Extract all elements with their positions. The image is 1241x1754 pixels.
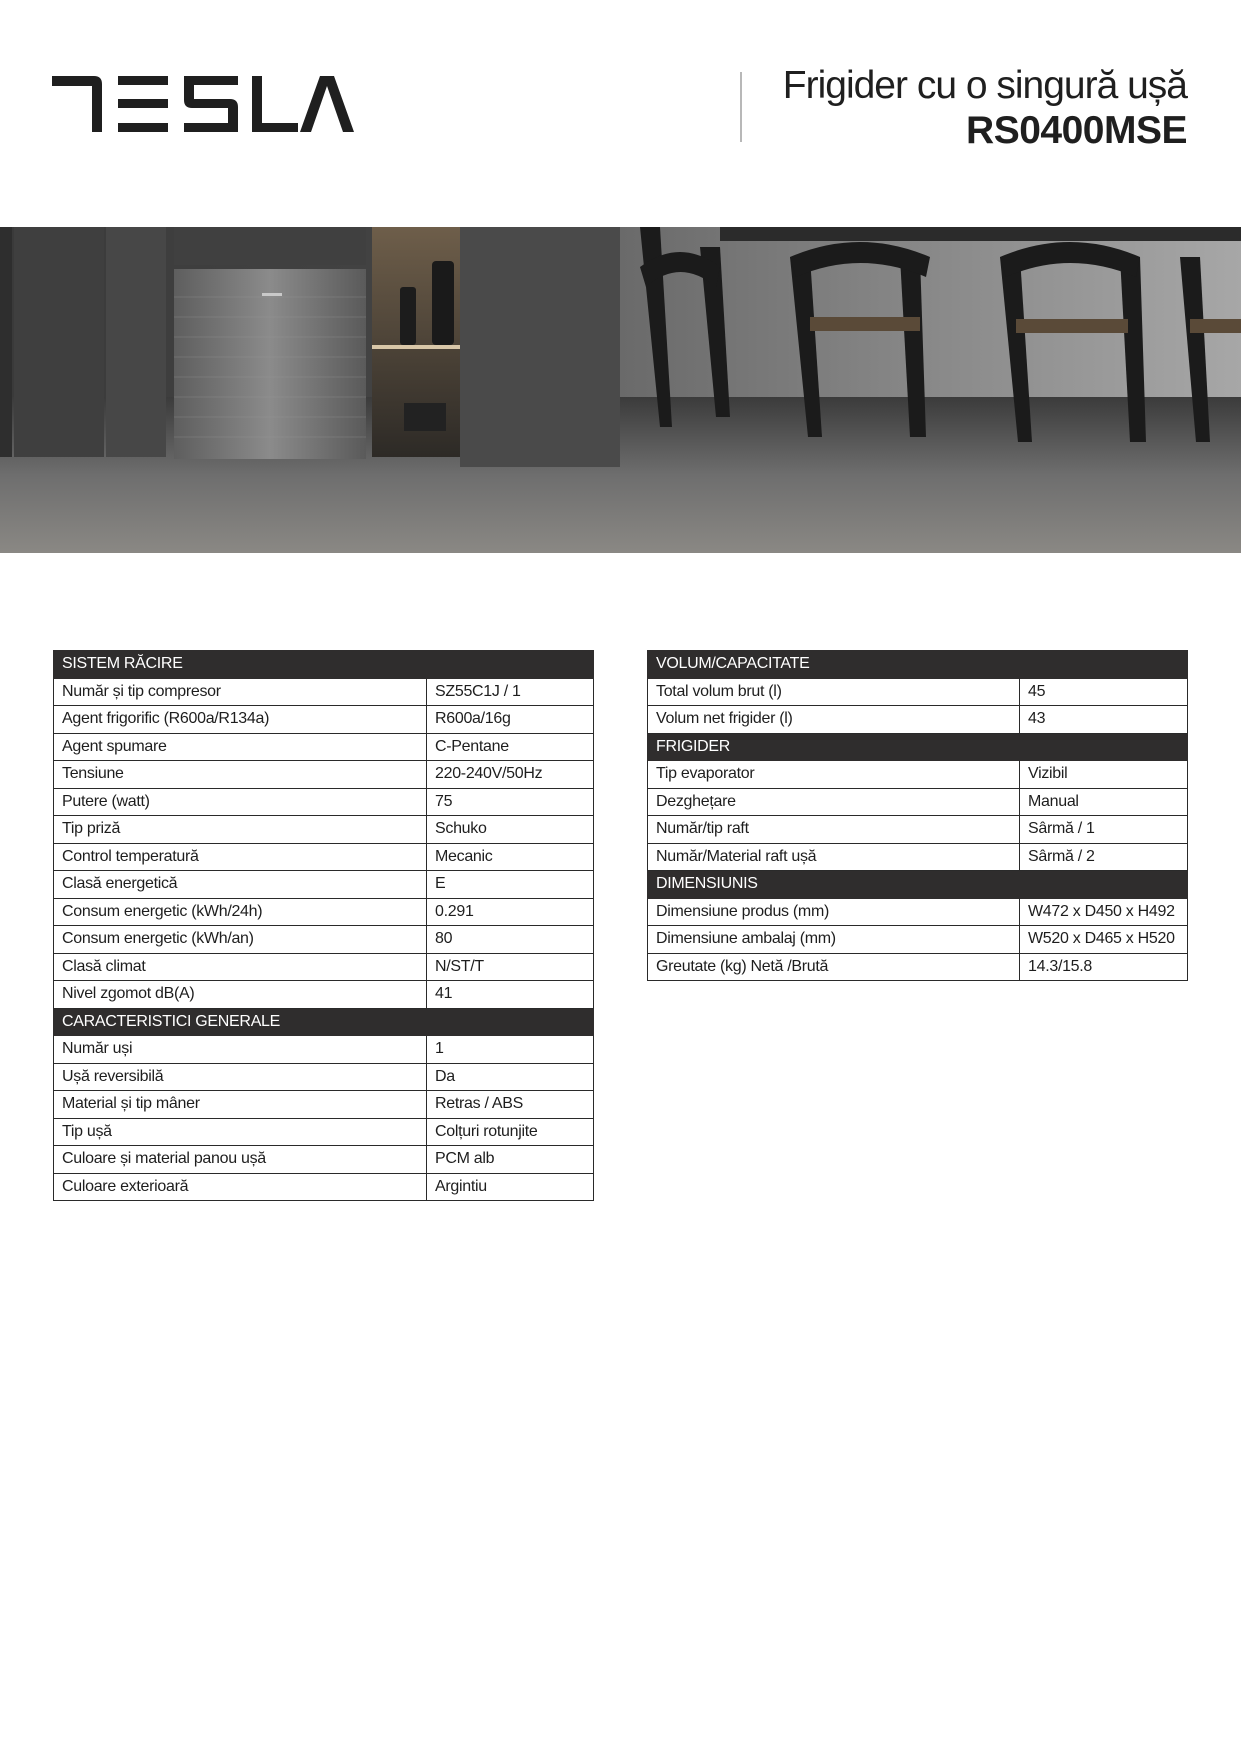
tesla-logo [52, 76, 354, 132]
spec-label: Dezghețare [648, 788, 1020, 816]
spec-row [54, 898, 594, 926]
spec-value: Schuko [427, 816, 594, 844]
spec-row [648, 843, 1188, 871]
spec-value: 75 [427, 788, 594, 816]
spec-label: Tip evaporator [648, 761, 1020, 789]
spec-label: Tensiune [54, 761, 427, 789]
right-spec-table [647, 650, 1188, 981]
spec-label: Număr și tip compresor [54, 678, 427, 706]
spec-label: Număr/tip raft [648, 816, 1020, 844]
product-model: RS0400MSE [966, 109, 1187, 152]
spec-label: Material și tip mâner [54, 1091, 427, 1119]
spec-label: Număr/Material raft ușă [648, 843, 1020, 871]
spec-row [54, 843, 594, 871]
spec-value: E [427, 871, 594, 899]
section-header-row [54, 1008, 594, 1036]
section-title: VOLUM/CAPACITATE [648, 651, 1188, 679]
spec-label: Consum energetic (kWh/24h) [54, 898, 427, 926]
spec-label: Total volum brut (l) [648, 678, 1020, 706]
left-spec-table [53, 650, 594, 1201]
spec-row [648, 816, 1188, 844]
spec-value: Argintiu [427, 1173, 594, 1201]
spec-row [54, 1091, 594, 1119]
spec-label: Dimensiune produs (mm) [648, 898, 1020, 926]
spec-value: 14.3/15.8 [1020, 953, 1188, 981]
spec-row [54, 871, 594, 899]
spec-value: 1 [427, 1036, 594, 1064]
spec-row [54, 981, 594, 1009]
section-title: FRIGIDER [648, 733, 1188, 761]
spec-row [54, 678, 594, 706]
spec-row [648, 788, 1188, 816]
spec-row [54, 788, 594, 816]
spec-row [54, 706, 594, 734]
spec-label: Culoare exterioară [54, 1173, 427, 1201]
spec-row [648, 761, 1188, 789]
spec-row [648, 678, 1188, 706]
spec-label: Clasă climat [54, 953, 427, 981]
header-divider [740, 72, 742, 142]
spec-label: Tip ușă [54, 1118, 427, 1146]
spec-label: Consum energetic (kWh/an) [54, 926, 427, 954]
spec-value: Sârmă / 1 [1020, 816, 1188, 844]
spec-value: 220-240V/50Hz [427, 761, 594, 789]
spec-value: 45 [1020, 678, 1188, 706]
spec-row [54, 1173, 594, 1201]
spec-row [648, 953, 1188, 981]
spec-row [54, 953, 594, 981]
spec-value: 41 [427, 981, 594, 1009]
spec-value: Retras / ABS [427, 1091, 594, 1119]
spec-row [54, 1146, 594, 1174]
spec-value: 43 [1020, 706, 1188, 734]
spec-value: Sârmă / 2 [1020, 843, 1188, 871]
spec-label: Agent frigorific (R600a/R134a) [54, 706, 427, 734]
spec-row [54, 1063, 594, 1091]
product-title-block [783, 62, 1187, 152]
spec-row [54, 1118, 594, 1146]
product-title: Frigider cu o singură ușă [782, 64, 1187, 107]
spec-value: Mecanic [427, 843, 594, 871]
spec-label: Dimensiune ambalaj (mm) [648, 926, 1020, 954]
spec-label: Nivel zgomot dB(A) [54, 981, 427, 1009]
spec-label: Culoare și material panou ușă [54, 1146, 427, 1174]
spec-value: C-Pentane [427, 733, 594, 761]
spec-value: Manual [1020, 788, 1188, 816]
spec-label: Control temperatură [54, 843, 427, 871]
spec-label: Tip priză [54, 816, 427, 844]
section-header-row [648, 871, 1188, 899]
spec-label: Număr uși [54, 1036, 427, 1064]
spec-value: N/ST/T [427, 953, 594, 981]
section-title: SISTEM RĂCIRE [54, 651, 594, 679]
spec-value: 80 [427, 926, 594, 954]
spec-row [54, 816, 594, 844]
spec-row [648, 926, 1188, 954]
spec-row [54, 733, 594, 761]
spec-value: Colțuri rotunjite [427, 1118, 594, 1146]
spec-value: SZ55C1J / 1 [427, 678, 594, 706]
spec-label: Volum net frigider (l) [648, 706, 1020, 734]
spec-label: Putere (watt) [54, 788, 427, 816]
spec-value: R600a/16g [427, 706, 594, 734]
spec-row [54, 761, 594, 789]
section-header-row [54, 651, 594, 679]
section-title: DIMENSIUNIS [648, 871, 1188, 899]
spec-row [648, 898, 1188, 926]
hero-image [0, 227, 1241, 553]
spec-value: 0.291 [427, 898, 594, 926]
spec-value: Vizibil [1020, 761, 1188, 789]
spec-row [648, 706, 1188, 734]
spec-row [54, 926, 594, 954]
spec-value: W472 x D450 x H492 [1020, 898, 1188, 926]
section-header-row [648, 651, 1188, 679]
spec-label: Greutate (kg) Netă /Brută [648, 953, 1020, 981]
spec-row [54, 1036, 594, 1064]
spec-value: Da [427, 1063, 594, 1091]
section-header-row [648, 733, 1188, 761]
section-title: CARACTERISTICI GENERALE [54, 1008, 594, 1036]
spec-label: Ușă reversibilă [54, 1063, 427, 1091]
spec-label: Agent spumare [54, 733, 427, 761]
spec-value: W520 x D465 x H520 [1020, 926, 1188, 954]
spec-value: PCM alb [427, 1146, 594, 1174]
spec-label: Clasă energetică [54, 871, 427, 899]
